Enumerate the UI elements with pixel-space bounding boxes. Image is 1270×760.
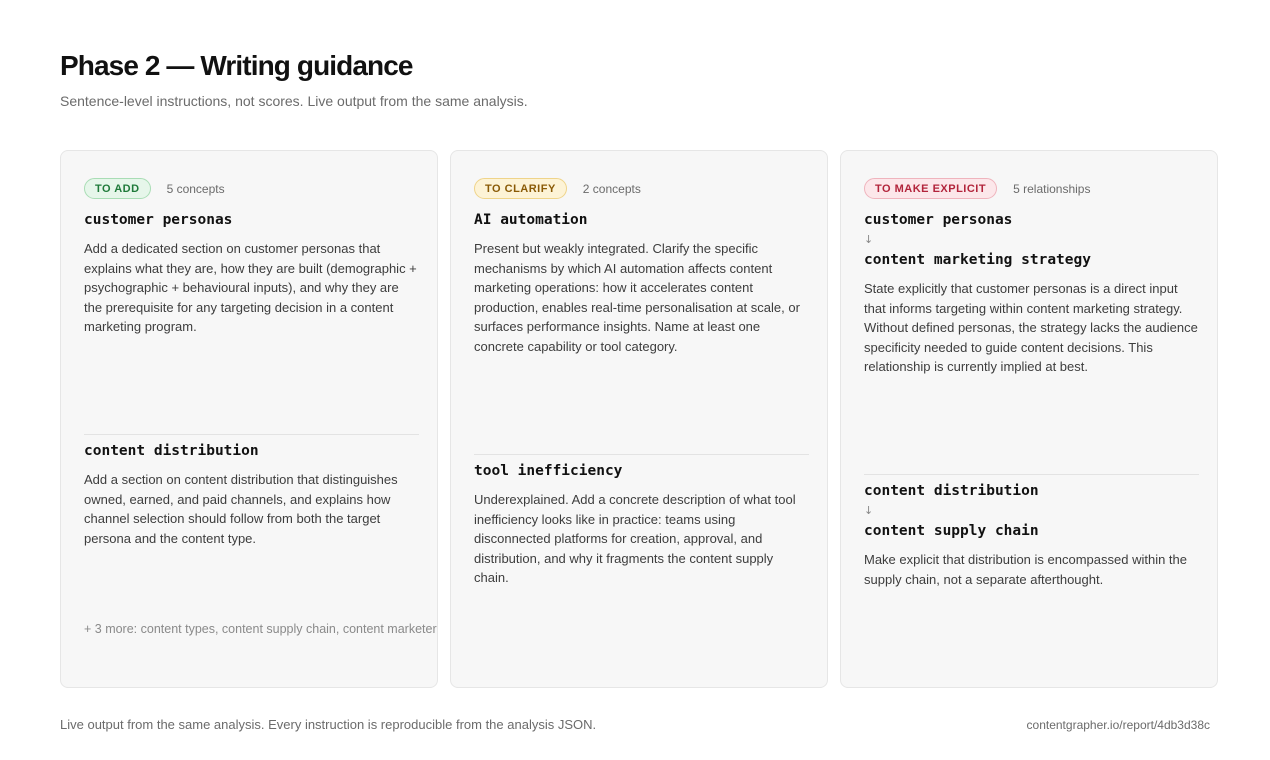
guidance-item [84, 434, 419, 548]
relationship-item [864, 474, 1199, 589]
concept-name: customer personas [84, 212, 233, 228]
to-make-explicit-badge: TO MAKE EXPLICIT [864, 178, 997, 199]
concept-name: tool inefficiency [474, 463, 623, 479]
guidance-item [84, 210, 419, 337]
concept-name: content distribution [84, 443, 259, 459]
down-arrow-icon: ↓ [864, 233, 874, 246]
concept-count: 5 concepts [166, 181, 225, 196]
concept-name: AI automation [474, 212, 588, 228]
card-to-clarify [450, 150, 828, 688]
more-concepts-note: + 3 more: content types, content supply chain, content marketer [84, 622, 437, 636]
relationship-target: content supply chain [864, 523, 1039, 539]
instruction-text: Make explicit that distribution is encompassed within the supply chain, not a separate afterthought. [864, 552, 1187, 587]
to-add-badge: TO ADD [84, 178, 151, 199]
relationship-item [864, 210, 1199, 377]
relationship-count: 5 relationships [1013, 181, 1091, 196]
relationship-source: content distribution [864, 483, 1039, 499]
card-header [864, 178, 1090, 199]
instruction-text: Present but weakly integrated. Clarify the specific mechanisms by which AI automation affects content marketing operations: how it accelerates content production, enables real-time personalisation at scale, or surfaces performance insights. Name at least one concrete capability or tool category. [474, 241, 800, 354]
guidance-item [474, 210, 809, 356]
instruction-text: Add a section on content distribution that distinguishes owned, earned, and paid channels, and explains how channel selection should follow from both the target persona and the content type. [84, 472, 398, 546]
down-arrow-icon: ↓ [864, 504, 874, 517]
footer-note: Live output from the same analysis. Every instruction is reproducible from the analysis JSON. [60, 717, 597, 732]
card-header [474, 178, 641, 199]
card-to-make-explicit [840, 150, 1218, 688]
card-to-add [60, 150, 438, 688]
page-title: Phase 2 — Writing guidance [60, 50, 413, 81]
page-subtitle: Sentence-level instructions, not scores. Live output from the same analysis. [60, 93, 528, 109]
instruction-text: Add a dedicated section on customer personas that explains what they are, how they are built (demographic + psychographic + behavioural inputs), and why they are the prerequisite for any targeting decision in a content marketing program. [84, 241, 417, 334]
instruction-text: State explicitly that customer personas is a direct input that informs targeting within content marketing strategy. Without defined personas, the strategy lacks the audience specificity needed to guide content decisions. This relationship is currently implied at best. [864, 281, 1198, 374]
relationship-source: customer personas [864, 212, 1013, 228]
card-header [84, 178, 225, 199]
concept-count: 2 concepts [582, 181, 641, 196]
to-clarify-badge: TO CLARIFY [474, 178, 567, 199]
relationship-target: content marketing strategy [864, 252, 1091, 268]
guidance-item [474, 454, 809, 588]
report-link[interactable]: contentgrapher.io/report/4db3d38c [1026, 718, 1210, 732]
instruction-text: Underexplained. Add a concrete description of what tool inefficiency looks like in practice: teams using disconnected platforms for creation, approval, and distribution, and why it fragments the content supply chain. [474, 492, 796, 585]
